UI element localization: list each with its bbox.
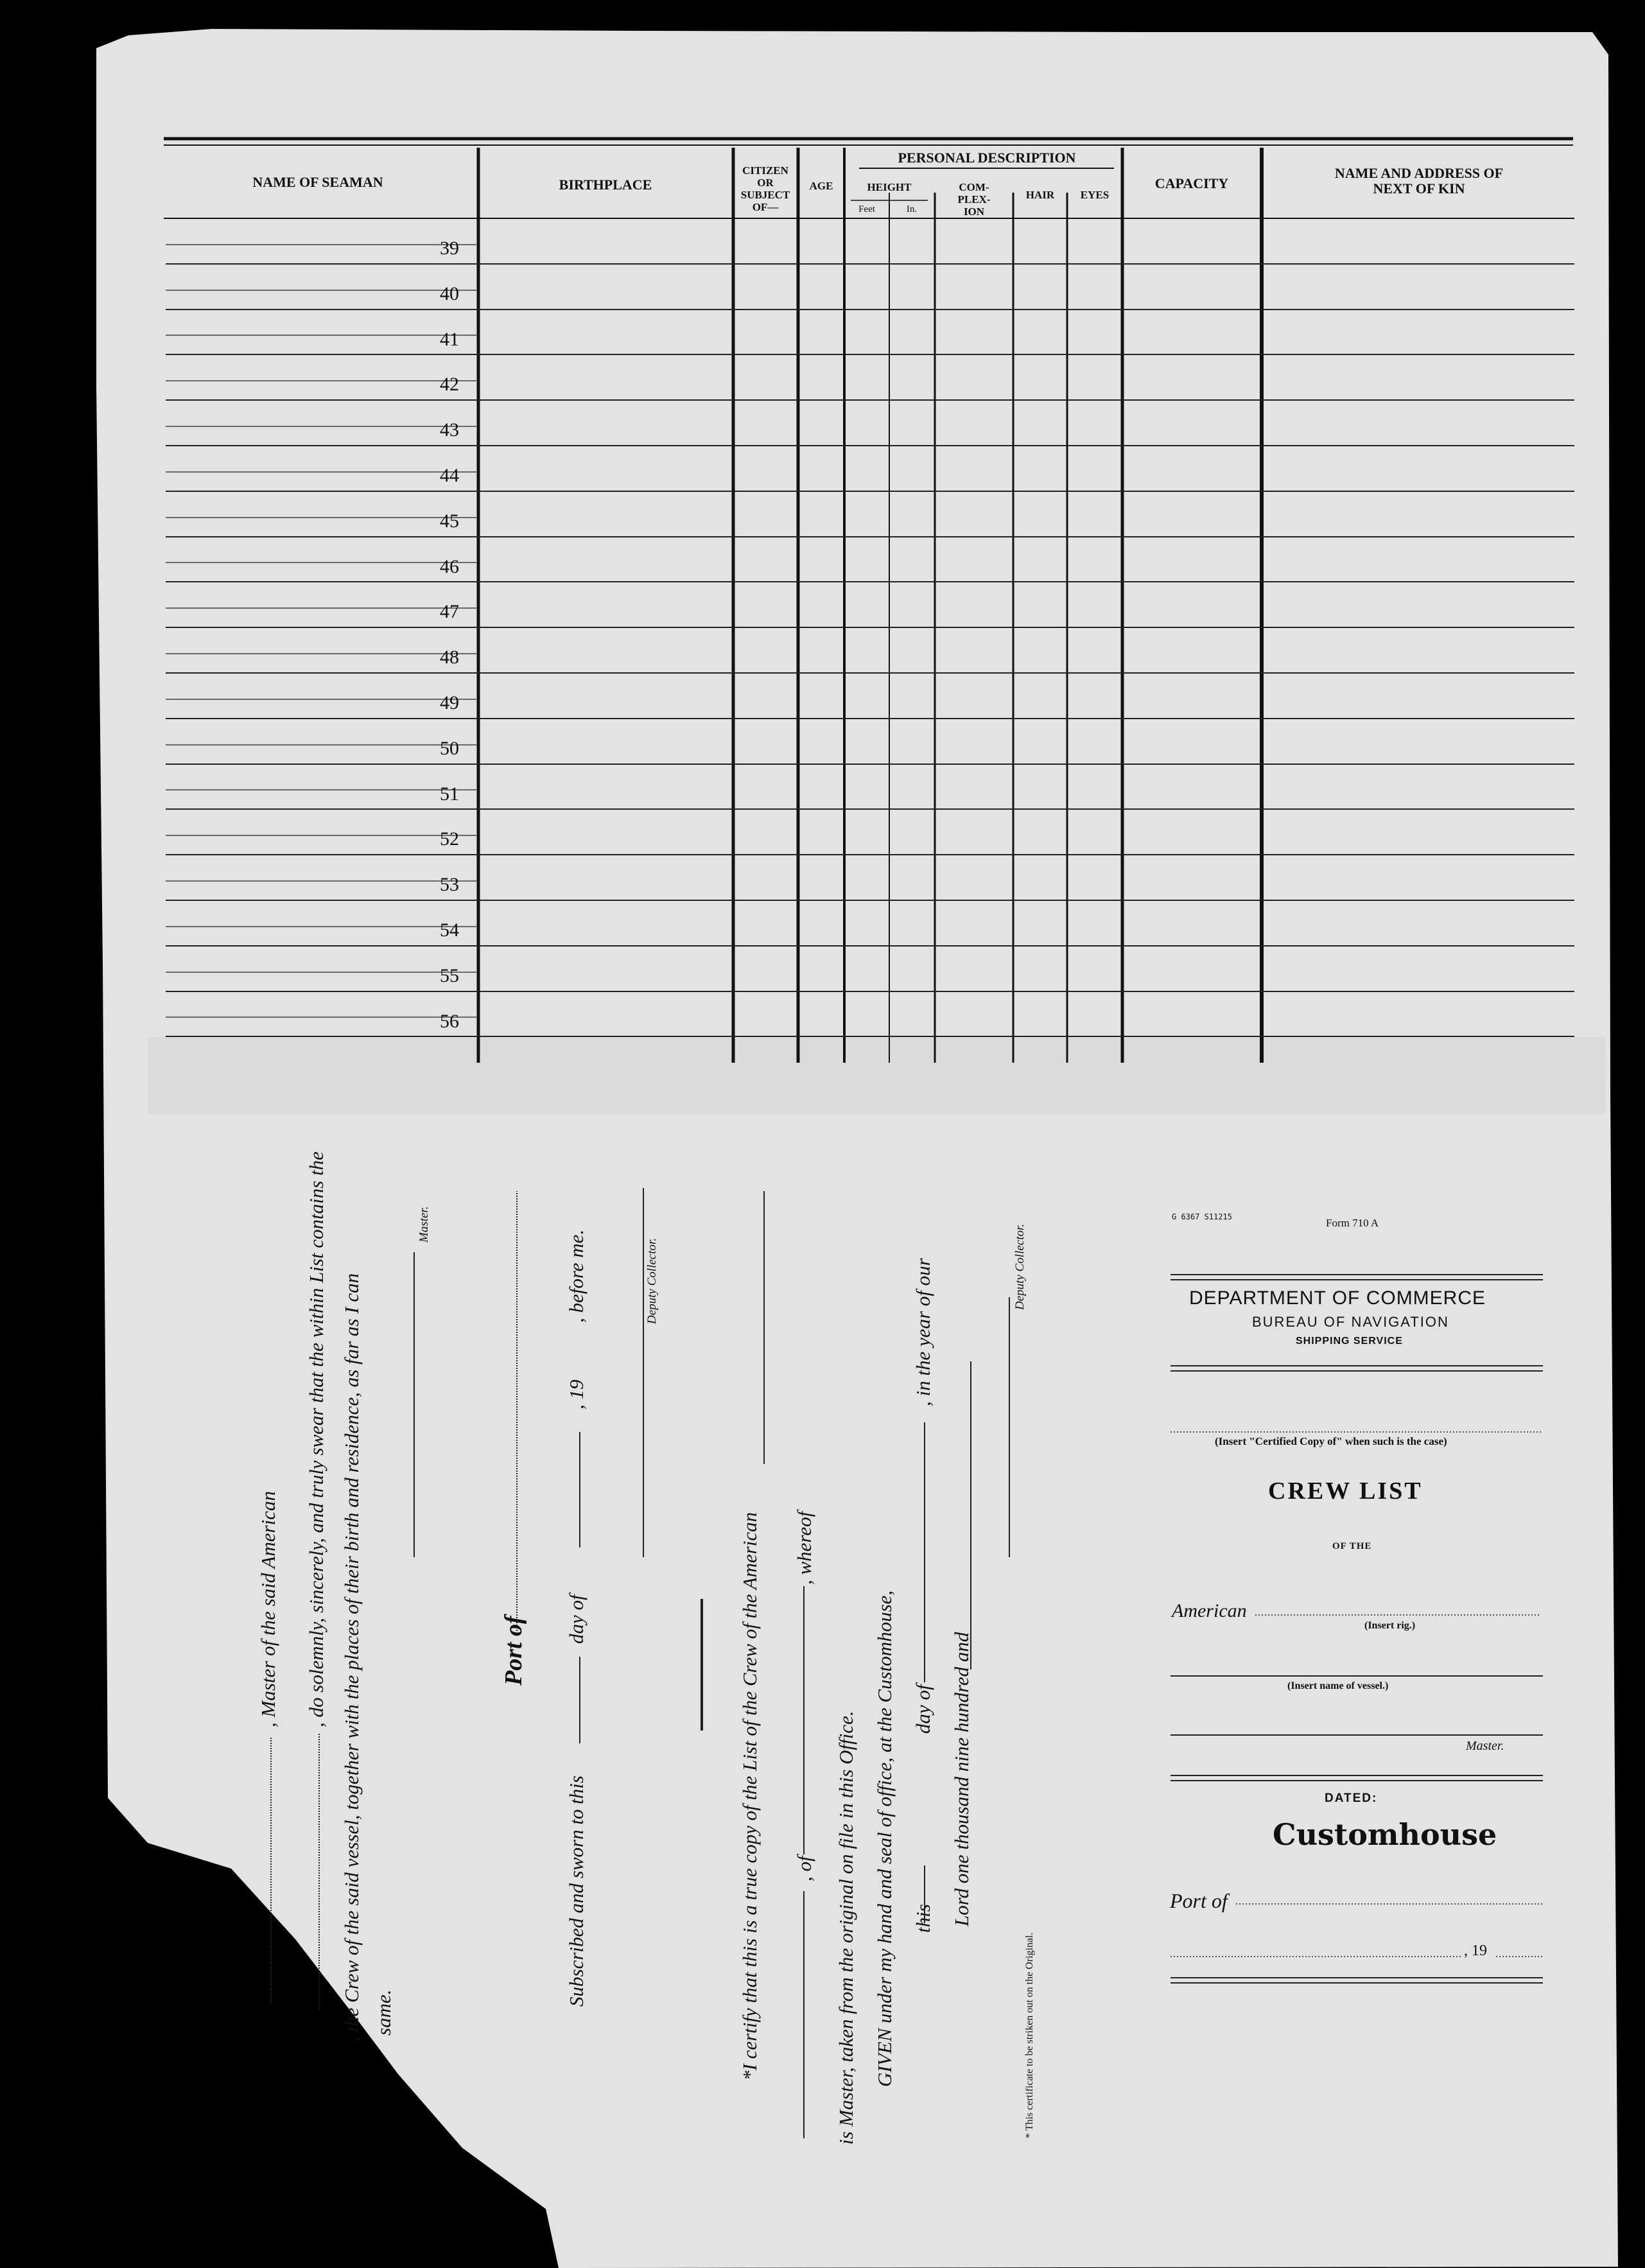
- certificate-whereof: , whereof: [793, 1511, 815, 1585]
- row-number: 48: [440, 647, 459, 668]
- cover-year: , 19: [1464, 1942, 1487, 1959]
- subscribed-text: Subscribed and sworn to this: [565, 1775, 588, 2007]
- certificate-footnote: * This certificate to be striken out on the Original.: [1024, 1932, 1035, 2138]
- citizen-line-4: OF—: [752, 201, 779, 213]
- certificate-this: this: [912, 1904, 934, 1933]
- column-header-personal-description: PERSONAL DESCRIPTION: [898, 150, 1076, 166]
- before-me: , before me.: [565, 1229, 588, 1323]
- deputy-collector-2: Deputy Collector.: [1013, 1223, 1027, 1310]
- american-label: American: [1172, 1600, 1247, 1621]
- certificate-year-of-our: , in the year of our: [912, 1258, 934, 1406]
- department-title: DEPARTMENT OF COMMERCE: [1189, 1287, 1486, 1309]
- row-number: 51: [440, 783, 459, 805]
- of-the-label: OF THE: [1332, 1541, 1372, 1551]
- column-header-birthplace: BIRTHPLACE: [559, 177, 652, 193]
- oath-port-of: Port of: [500, 1616, 527, 1686]
- row-number: 53: [440, 874, 459, 896]
- row-number: 47: [440, 601, 459, 623]
- row-number: 55: [440, 964, 459, 986]
- row-number: 56: [440, 1010, 459, 1032]
- certificate-line-4: GIVEN under my hand and seal of office, at the Customhouse,: [873, 1590, 896, 2087]
- column-header-feet: Feet: [858, 204, 875, 214]
- column-header-inches: In.: [906, 204, 918, 214]
- oath-line-1: , Master of the said American: [257, 1491, 279, 1727]
- customhouse-label: Customhouse: [1273, 1817, 1497, 1852]
- row-number: 41: [440, 328, 459, 350]
- column-header-capacity: CAPACITY: [1154, 175, 1229, 191]
- next-of-kin-line-1: NAME AND ADDRESS OF: [1334, 165, 1504, 181]
- column-header-height: HEIGHT: [867, 181, 912, 193]
- row-number: 50: [440, 737, 459, 759]
- certificate-line-1: *I certify that this is a true copy of the List of the Crew of the American: [738, 1512, 761, 2080]
- subscribed-day-of: day of: [565, 1594, 588, 1644]
- deputy-collector-1: Deputy Collector.: [645, 1237, 659, 1324]
- service-title: SHIPPING SERVICE: [1296, 1336, 1403, 1347]
- oath-line-4: same.: [372, 1989, 395, 2036]
- certificate-line-3: is Master, taken from the original on file in this Office.: [835, 1711, 857, 2145]
- column-header-eyes: EYES: [1080, 189, 1110, 201]
- master-signature-label: Master.: [417, 1206, 431, 1243]
- certificate-line-6: Lord one thousand nine hundred and: [950, 1632, 973, 1926]
- complexion-line-3: ION: [963, 205, 985, 218]
- row-number: 42: [440, 374, 459, 396]
- form-number: Form 710 A: [1326, 1217, 1379, 1229]
- citizen-line-1: CITIZEN: [742, 164, 788, 177]
- certificate-of: , of: [793, 1856, 815, 1881]
- next-of-kin-line-2: NEXT OF KIN: [1373, 180, 1465, 196]
- cover-port-of: Port of: [1170, 1889, 1228, 1912]
- row-number: 43: [440, 419, 459, 441]
- complexion-line-2: PLEX-: [957, 193, 991, 205]
- row-number: 39: [440, 238, 459, 259]
- insert-vessel-label: (Insert name of vessel.): [1287, 1680, 1389, 1691]
- complexion-line-1: COM-: [959, 181, 989, 193]
- insert-rig-label: (Insert rig.): [1364, 1620, 1416, 1631]
- row-number: 54: [440, 920, 459, 941]
- row-number: 46: [440, 555, 459, 577]
- column-header-name: NAME OF SEAMAN: [252, 174, 383, 190]
- master-label: Master.: [1466, 1739, 1504, 1753]
- oath-line-2: , do solemnly, sincerely, and truly swear that the within List contains the: [305, 1151, 327, 1727]
- certificate-day-of: day of: [912, 1684, 934, 1734]
- print-code: G 6367 S11215: [1172, 1212, 1232, 1221]
- row-number: 44: [440, 465, 459, 486]
- row-number: 45: [440, 510, 459, 532]
- citizen-line-2: OR: [757, 177, 774, 189]
- oath-line-3: , the Crew of the said vessel, together with the places of their birth and residence, as far as I can: [340, 1273, 363, 2042]
- certified-copy-note: (Insert "Certified Copy of" when such is the case): [1215, 1435, 1447, 1447]
- dated-label: DATED:: [1325, 1792, 1378, 1805]
- row-number: 52: [440, 828, 459, 850]
- citizen-line-3: SUBJECT: [740, 189, 790, 201]
- column-header-age: AGE: [809, 180, 833, 192]
- subscribed-year: , 19: [565, 1379, 588, 1409]
- bureau-title: BUREAU OF NAVIGATION: [1252, 1314, 1449, 1330]
- row-number: 49: [440, 692, 459, 713]
- row-number: 40: [440, 283, 459, 304]
- column-header-hair: HAIR: [1025, 189, 1055, 201]
- crew-list-title: CREW LIST: [1268, 1478, 1423, 1505]
